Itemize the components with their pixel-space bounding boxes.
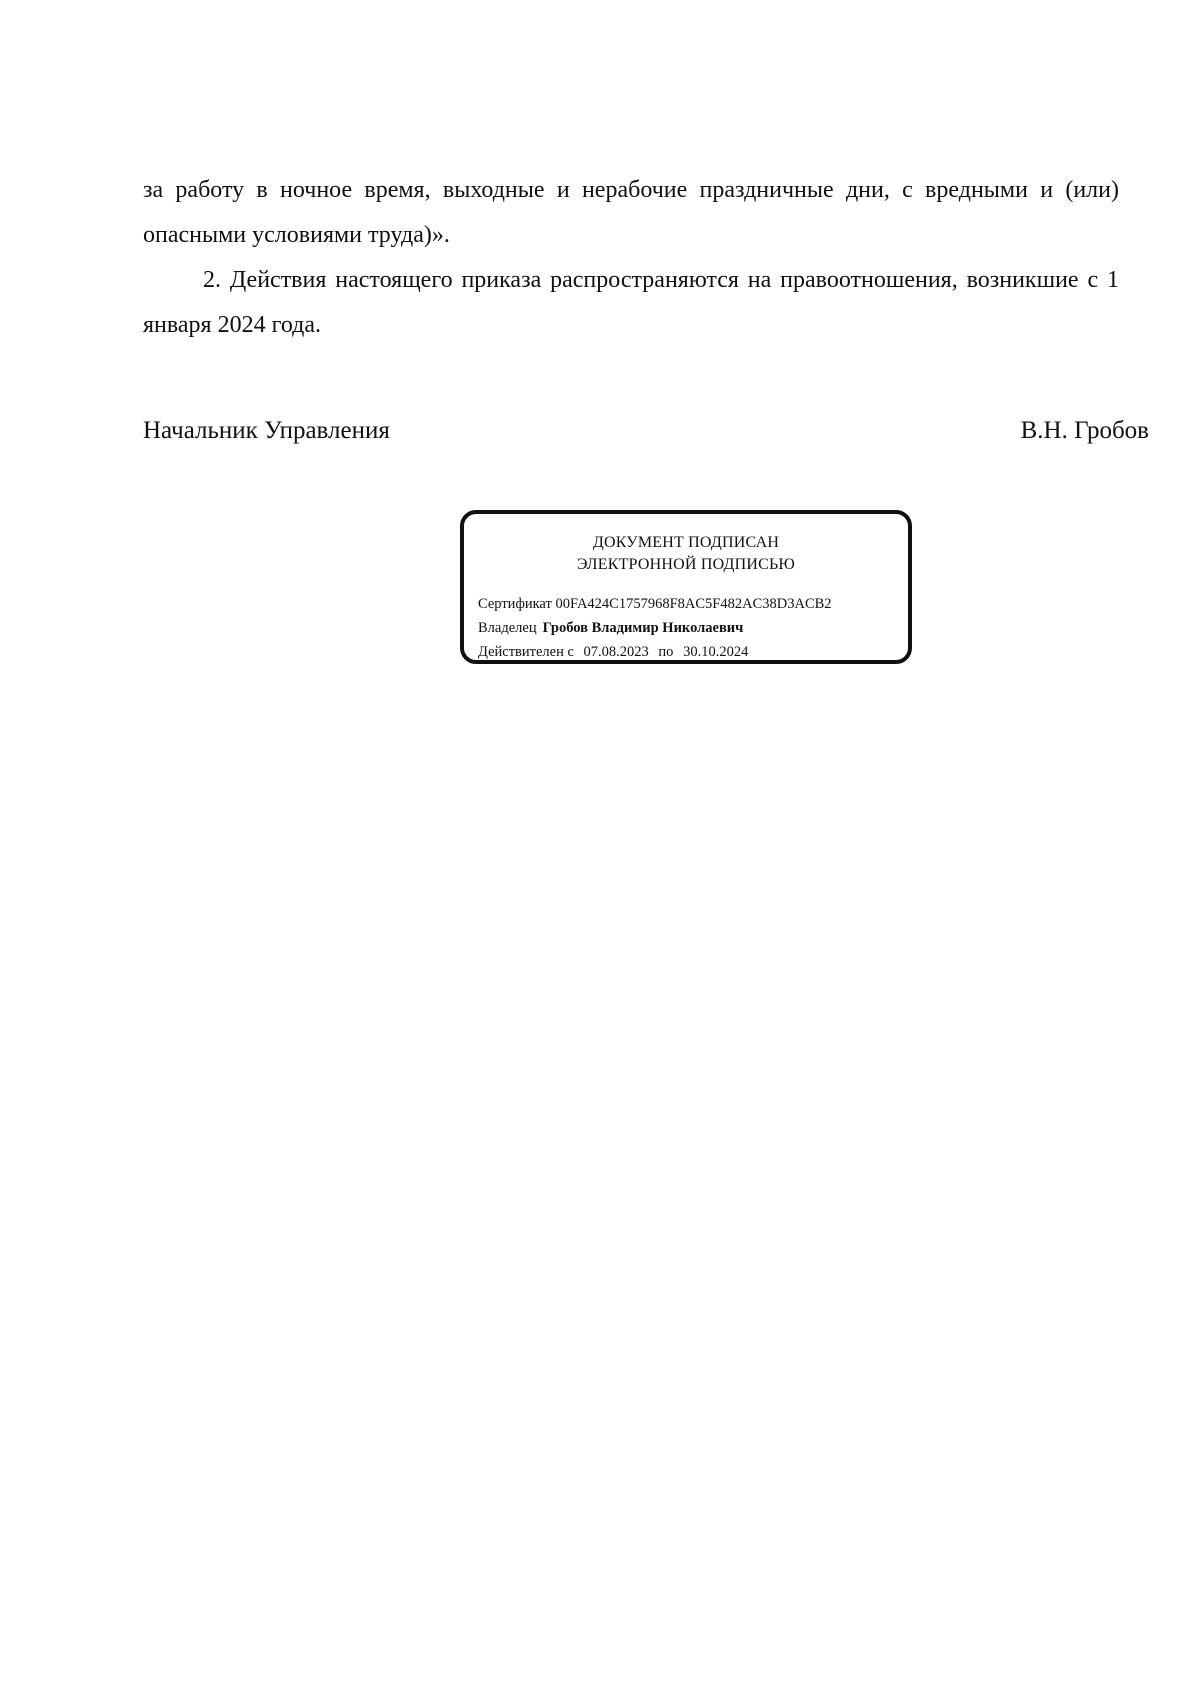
stamp-validity-line (478, 642, 748, 662)
paragraph-2: 2. Действия настоящего приказа распространяются на правоотношения, возникшие с 1 января 2024 года. (143, 267, 1119, 338)
electronic-signature-stamp (460, 510, 912, 664)
certificate-label: Сертификат (478, 596, 552, 612)
valid-label: Действителен с (478, 644, 574, 660)
stamp-certificate-line (478, 594, 832, 614)
stamp-title-line-2: ЭЛЕКТРОННОЙ ПОДПИСЬЮ (576, 556, 796, 573)
valid-from: 07.08.2023 (583, 644, 649, 660)
certificate-value: 00FA424C1757968F8AC5F482AC38D3ACB2 (555, 596, 832, 612)
document-body (143, 168, 1119, 348)
valid-to-label: по (658, 644, 674, 660)
stamp-title (464, 532, 908, 576)
owner-value: Гробов Владимир Николаевич (542, 620, 744, 636)
signatory-name: В.Н. Гробов (1020, 417, 1149, 444)
stamp-owner-line (478, 618, 743, 638)
stamp-title-line-1: ДОКУМЕНТ ПОДПИСАН (592, 534, 780, 551)
signatory-position: Начальник Управления (143, 417, 390, 444)
signature-block (143, 414, 1149, 448)
owner-label: Владелец (478, 620, 537, 636)
valid-to: 30.10.2024 (683, 644, 749, 660)
paragraph-continuation: за работу в ночное время, выходные и нерабочие праздничные дни, с вредными и (или) опасными условиями труда)». (143, 177, 1119, 248)
